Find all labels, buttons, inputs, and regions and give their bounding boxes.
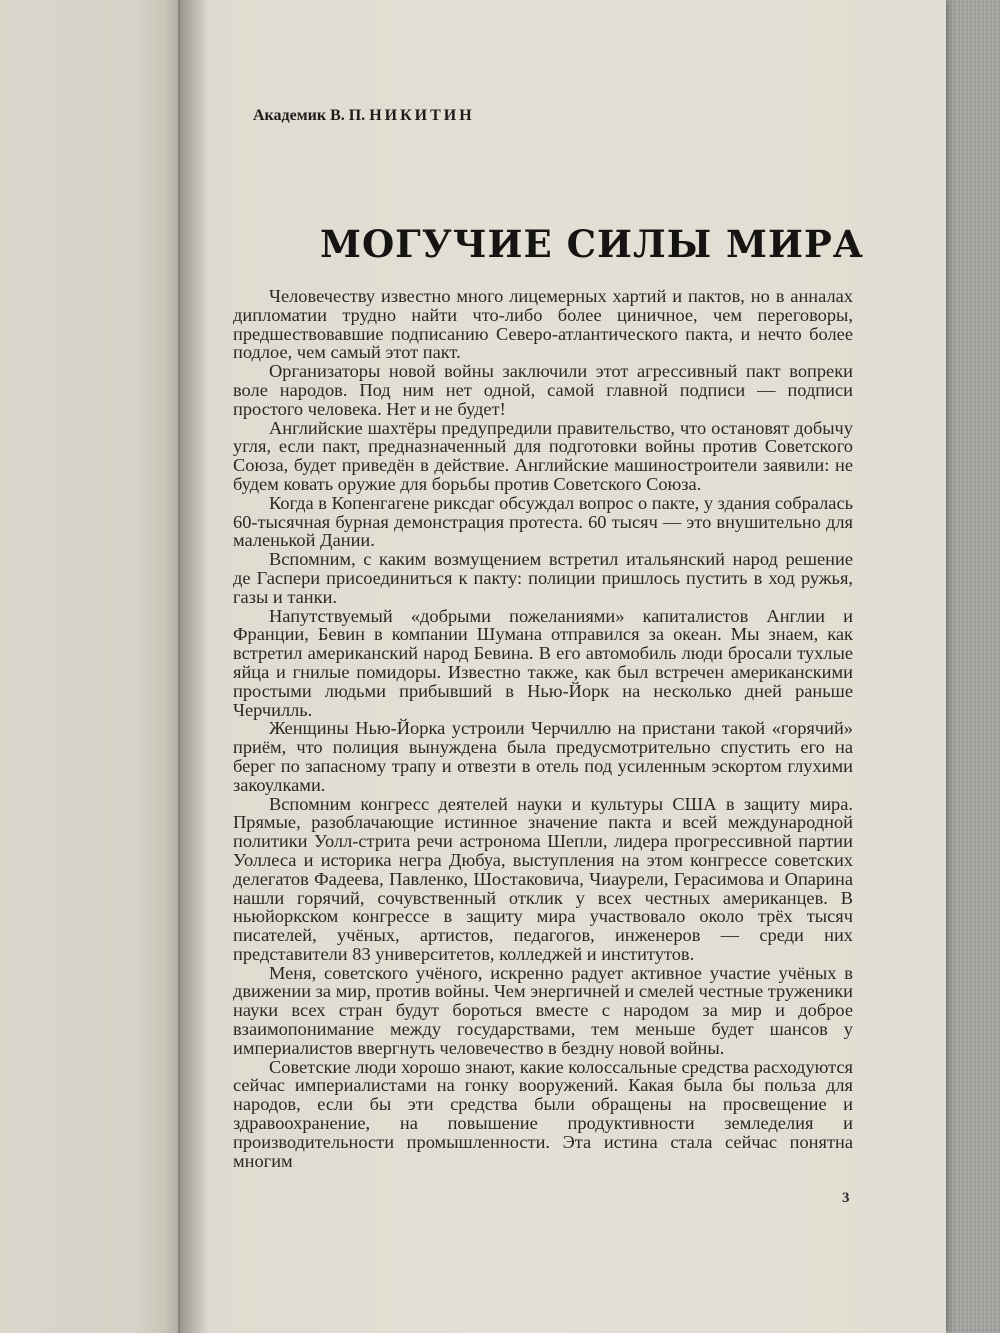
gutter-shadow xyxy=(178,0,208,1333)
paragraph-6: Напутствуемый «добрыми пожеланиями» капиталистов Англии и Франции, Бевин в компании Шумана отправился за океан. Мы знаем, как встретил американский народ Бевина. В его автомобиль люди бросали тухлые яйца и гнилые помидоры. Известно также, как был встречен американскими простыми людьми прибывший в Нью-Йорк на несколько дней раньше Черчилль. xyxy=(233,605,853,720)
article-title: МОГУЧИЕ СИЛЫ МИРА xyxy=(320,222,864,266)
paragraph-1: Человечеству известно много лицемерных хартий и пактов, но в анналах дипломатии трудно найти что-либо более циничное, чем переговоры, предшествовавшие подписанию Северо-атлантического пакта, и нечто более подлое, чем самый этот пакт. xyxy=(233,286,853,363)
page-number: 3 xyxy=(842,1190,850,1206)
article-body xyxy=(233,287,853,1170)
paragraph-7: Женщины Нью-Йорка устроили Черчиллю на пристани такой «горячий» приём, что полиция вынуждена была предусмотрительно спустить его на берег по запасному трапу и отвезти в отель под усиленным эскортом глухими закоулками. xyxy=(233,718,853,795)
author-prefix: Академик В. П. xyxy=(253,107,366,124)
paragraph-5: Вспомним, с каким возмущением встретил итальянский народ решение де Гаспери присоединиться к пакту: полиции пришлось пустить в ход ружья, газы и танки. xyxy=(233,549,853,607)
paragraph-3: Английские шахтёры предупредили правительство, что остановят добычу угля, если пакт, предназначенный для подготовки войны против Советского Союза, будет приведён в действие. Английские машиностроители заявили: не будем ковать оружие для борьбы против Советского Союза. xyxy=(233,417,853,494)
paragraph-2: Организаторы новой войны заключили этот агрессивный пакт вопреки воле народов. Под ним нет одной, самой главной подписи — подписи простого человека. Нет и не будет! xyxy=(233,361,853,419)
paragraph-4: Когда в Копенгагене риксдаг обсуждал вопрос о пакте, у здания собралась 60-тысячная бурная демонстрация протеста. 60 тысяч — это внушительно для маленькой Дании. xyxy=(233,492,853,551)
left-page xyxy=(0,0,187,1333)
author-byline xyxy=(253,107,475,125)
paragraph-9: Меня, советского учёного, искренно радует активное участие учёных в движении за мир, против войны. Чем энергичней и смелей честные труженики науки всех стран будут бороться вместе с народом за мир и доброе взаимопонимание между государствами, тем меньше будет шансов у империалистов ввергнуть человечество в бездну новой войны. xyxy=(233,962,853,1058)
paragraph-8: Вспомним конгресс деятелей науки и культуры США в защиту мира. Прямые, разоблачающие истинное значение пакта и всей международной политики Уолл-стрита речи астронома Шепли, лидера прогрессивной партии Уоллеса и историка негра Дюбуа, выступления на этом конгрессе советских делегатов Фадеева, Павленко, Шостаковича, Чиаурели, Герасимова и Опарина нашли горячий, сочувственный отклик у всех честных американцев. В ньюйоркском конгрессе в защиту мира участвовало около трёх тысяч писателей, учёных, артистов, педагогов, инженеров — среди них представители 83 университетов, колледжей и институтов. xyxy=(233,793,853,964)
author-surname: НИКИТИН xyxy=(369,107,475,124)
paragraph-10: Советские люди хорошо знают, какие колоссальные средства расходуются сейчас империалистами на гонку вооружений. Какая была бы польза для народов, если бы эти средства были обращены на просвещение и здравоохранение, на повышение продуктивности земледелия и производительности промышленности. Эта истина стала сейчас понятна многим xyxy=(233,1056,853,1171)
